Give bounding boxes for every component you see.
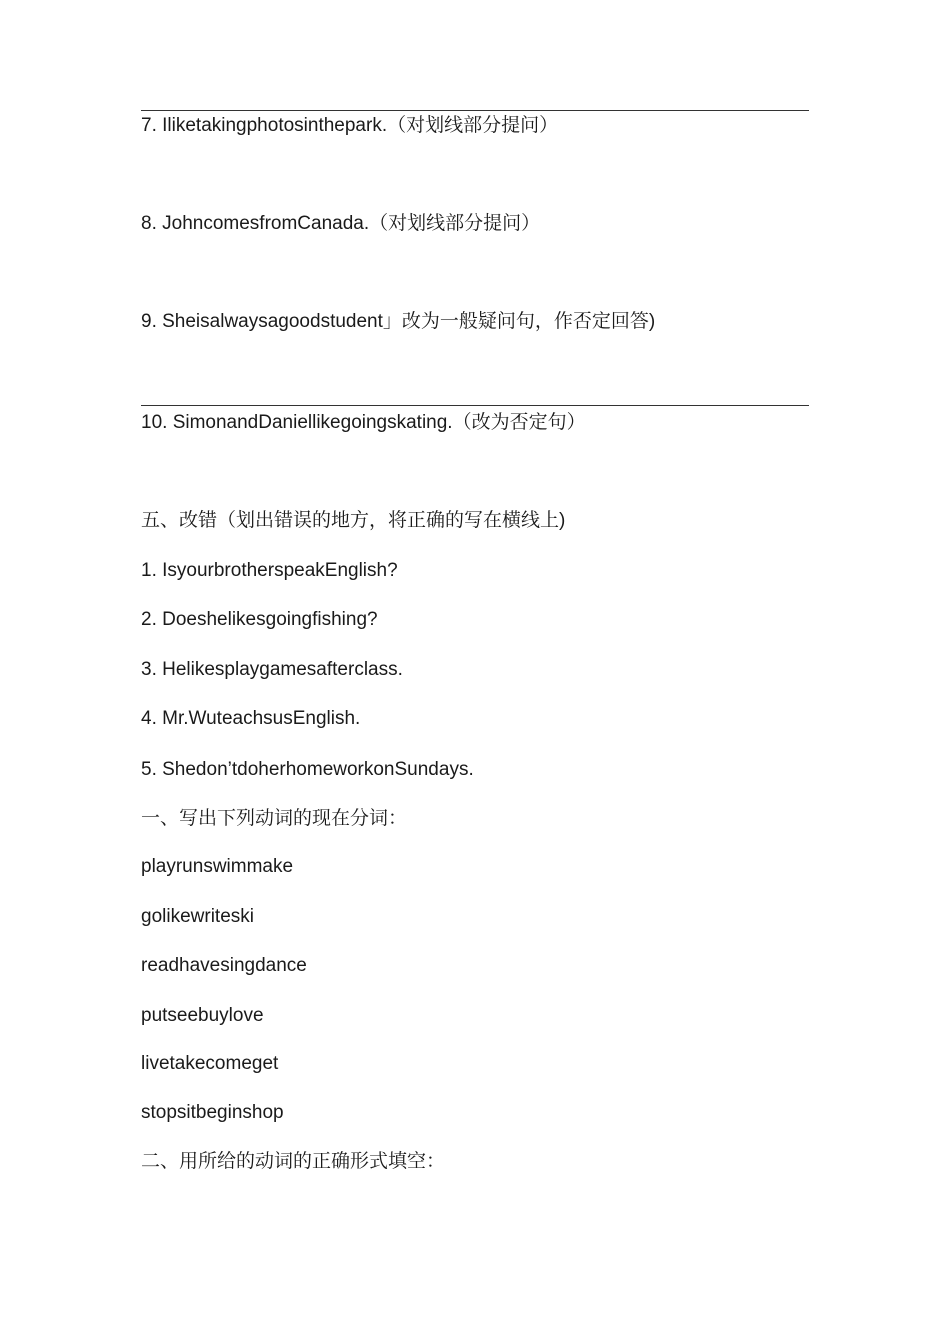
list-item: 4. Mr.WuteachsusEnglish. — [141, 708, 361, 729]
question-9: 9. Sheisalwaysagoodstudent」改为一般疑问句，作否定回答) — [141, 311, 656, 332]
verb-row: playrunswimmake — [141, 856, 294, 877]
section-heading-participles: 一、写出下列动词的现在分词： — [141, 808, 408, 829]
question-7: 7. Iliketakingphotosinthepark.（对划线部分提问） — [141, 115, 559, 136]
list-item: 3. Helikesplaygamesafterclass. — [141, 659, 403, 680]
verb-row: putseebuylove — [141, 1005, 264, 1026]
section-heading-correction: 五、改错（划出错误的地方，将正确的写在横线上) — [141, 510, 566, 531]
section-heading-fill-in: 二、用所给的动词的正确形式填空： — [141, 1151, 446, 1172]
answer-line — [141, 110, 809, 111]
verb-row: golikewriteski — [141, 906, 254, 927]
question-10: 10. SimonandDaniellikegoingskating.（改为否定句） — [141, 412, 586, 433]
question-8: 8. JohncomesfromCanada.（对划线部分提问） — [141, 213, 541, 234]
verb-row: livetakecomeget — [141, 1053, 279, 1074]
answer-line — [141, 405, 809, 406]
list-item: 2. Doeshelikesgoingfishing? — [141, 609, 378, 630]
verb-row: readhavesingdance — [141, 955, 307, 976]
list-item: 5. Shedon’tdoherhomeworkonSundays. — [141, 759, 474, 780]
list-item: 1. IsyourbrotherspeakEnglish? — [141, 560, 398, 581]
verb-row: stopsitbeginshop — [141, 1102, 284, 1123]
